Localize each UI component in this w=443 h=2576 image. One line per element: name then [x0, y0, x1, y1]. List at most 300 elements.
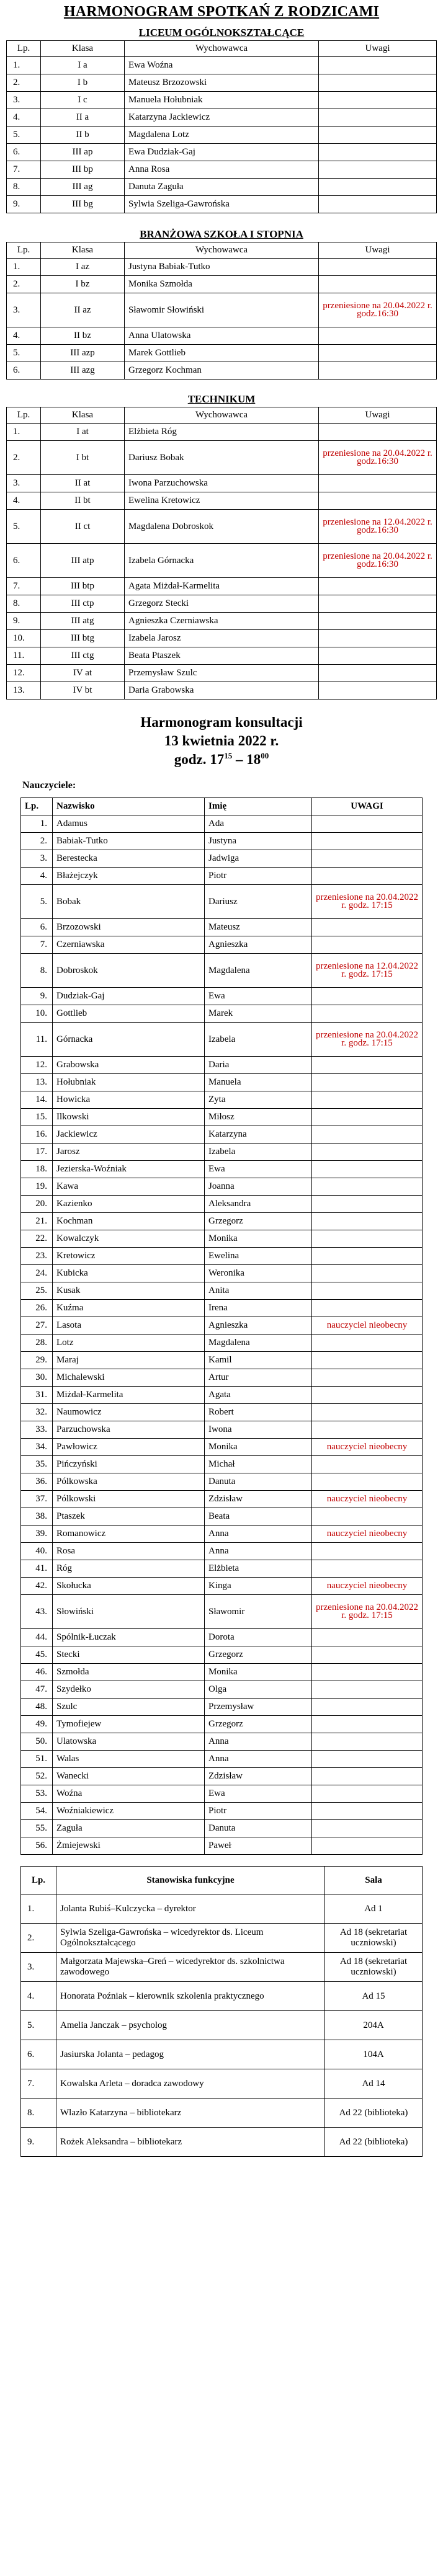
cell-klasa: IV bt — [41, 682, 125, 700]
cell-nazwisko: Słowiński — [53, 1595, 205, 1629]
cell-nazwisko: Jarosz — [53, 1144, 205, 1161]
cell-imie: Ada — [205, 815, 312, 833]
cell-uwagi — [319, 613, 437, 630]
header-wychowawca: Wychowawca — [125, 41, 319, 57]
table-row — [21, 2011, 423, 2040]
cell-nazwisko: Stecki — [53, 1646, 205, 1664]
cell-lp: 7. — [7, 161, 41, 179]
header-wychowawca: Wychowawca — [125, 242, 319, 259]
cell-nazwisko: Kazienko — [53, 1196, 205, 1213]
cell-uwagi — [312, 1733, 423, 1751]
cell-uwagi — [319, 259, 437, 276]
cell-uwagi — [312, 1074, 423, 1091]
cell-nazwisko: Kowalczyk — [53, 1230, 205, 1248]
cell-wychowawca: Manuela Hołubniak — [125, 92, 319, 109]
table-row — [21, 1820, 423, 1837]
table-row — [21, 1421, 423, 1439]
cell-wychowawca: Mateusz Brzozowski — [125, 74, 319, 92]
cell-lp: 4. — [7, 492, 41, 510]
cell-nazwisko: Kusak — [53, 1282, 205, 1300]
cell-lp: 8. — [7, 595, 41, 613]
table-row — [7, 293, 437, 327]
cell-uwagi — [319, 161, 437, 179]
cell-uwagi — [312, 1456, 423, 1473]
cell-imie: Michał — [205, 1456, 312, 1473]
cell-lp: 9. — [21, 988, 53, 1005]
table-row — [21, 1005, 423, 1023]
cell-nazwisko: Pawłowicz — [53, 1439, 205, 1456]
cell-imie: Dorota — [205, 1629, 312, 1646]
cell-nazwisko: Rosa — [53, 1543, 205, 1560]
cell-klasa: III bg — [41, 196, 125, 213]
cell-uwagi: przeniesione na 12.04.2022 r. godz.16:30 — [319, 510, 437, 544]
cell-lp: 32. — [21, 1404, 53, 1421]
cell-nazwisko: Gottlieb — [53, 1005, 205, 1023]
table-row — [21, 1144, 423, 1161]
table-row — [7, 127, 437, 144]
table-row — [21, 1057, 423, 1074]
cell-sala: Ad 1 — [325, 1894, 423, 1924]
cell-lp: 5. — [21, 885, 53, 919]
cell-sala: Ad 14 — [325, 2069, 423, 2099]
cell-uwagi — [312, 1178, 423, 1196]
cell-uwagi — [312, 868, 423, 885]
cell-klasa: I at — [41, 424, 125, 441]
cell-lp: 8. — [21, 954, 53, 988]
cell-lp: 4. — [7, 327, 41, 345]
cell-imie: Danuta — [205, 1473, 312, 1491]
liceum-table — [6, 40, 437, 213]
cell-lp: 3. — [7, 475, 41, 492]
table-row — [21, 2069, 423, 2099]
table-row — [7, 362, 437, 380]
table-row — [21, 1473, 423, 1491]
cell-klasa: III ag — [41, 179, 125, 196]
table-header-row — [7, 41, 437, 57]
cell-lp: 12. — [7, 665, 41, 682]
cell-wychowawca: Agata Miżdał-Karmelita — [125, 578, 319, 595]
cell-stanowisko: Amelia Janczak – psycholog — [56, 2011, 325, 2040]
cell-lp: 9. — [7, 196, 41, 213]
cell-wychowawca: Ewa Woźna — [125, 57, 319, 74]
cell-uwagi — [312, 988, 423, 1005]
table-row — [21, 1248, 423, 1265]
cell-lp: 6. — [21, 919, 53, 936]
cell-uwagi — [319, 109, 437, 127]
cell-nazwisko: Róg — [53, 1560, 205, 1578]
cell-nazwisko: Brzozowski — [53, 919, 205, 936]
cell-lp: 9. — [21, 2128, 56, 2157]
header-lp: Lp. — [7, 41, 41, 57]
liceum-table-body — [7, 57, 437, 213]
cell-nazwisko: Tymofiejew — [53, 1716, 205, 1733]
cell-imie: Piotr — [205, 1803, 312, 1820]
table-row — [7, 109, 437, 127]
table-row — [21, 850, 423, 868]
cell-wychowawca: Beata Ptaszek — [125, 647, 319, 665]
cell-imie: Grzegorz — [205, 1646, 312, 1664]
branzowa-table — [6, 242, 437, 380]
cell-wychowawca: Grzegorz Kochman — [125, 362, 319, 380]
table-row — [21, 936, 423, 954]
cell-nazwisko: Lasota — [53, 1317, 205, 1335]
cell-nazwisko: Howicka — [53, 1091, 205, 1109]
table-row — [21, 1456, 423, 1473]
table-row — [21, 1178, 423, 1196]
cell-uwagi — [312, 1681, 423, 1699]
cell-uwagi — [319, 424, 437, 441]
cell-sala: Ad 22 (biblioteka) — [325, 2128, 423, 2157]
cell-imie: Agata — [205, 1387, 312, 1404]
cell-lp: 2. — [7, 441, 41, 475]
cell-lp: 2. — [7, 276, 41, 293]
cell-imie: Sławomir — [205, 1595, 312, 1629]
cell-uwagi — [319, 475, 437, 492]
table-row — [7, 179, 437, 196]
table-row — [21, 1803, 423, 1820]
cell-nazwisko: Szydełko — [53, 1681, 205, 1699]
cell-uwagi — [319, 196, 437, 213]
cell-nazwisko: Berestecka — [53, 850, 205, 868]
table-row — [21, 954, 423, 988]
cell-wychowawca: Grzegorz Stecki — [125, 595, 319, 613]
cell-imie: Agnieszka — [205, 1317, 312, 1335]
cell-uwagi — [319, 276, 437, 293]
cell-klasa: IV at — [41, 665, 125, 682]
cell-wychowawca: Ewa Dudziak-Gaj — [125, 144, 319, 161]
cell-lp: 3. — [7, 293, 41, 327]
cell-uwagi — [319, 595, 437, 613]
cell-lp: 4. — [21, 1982, 56, 2011]
cell-uwagi — [312, 1387, 423, 1404]
cell-nazwisko: Pólkowski — [53, 1491, 205, 1508]
cell-wychowawca: Izabela Jarosz — [125, 630, 319, 647]
cell-lp: 37. — [21, 1491, 53, 1508]
header-lp: Lp. — [7, 407, 41, 424]
cell-imie: Izabela — [205, 1023, 312, 1057]
table-row — [21, 1733, 423, 1751]
cell-uwagi — [319, 665, 437, 682]
cell-uwagi — [319, 92, 437, 109]
cell-wychowawca: Magdalena Dobroskok — [125, 510, 319, 544]
cell-uwagi: przeniesione na 20.04.2022 r. godz. 17:15 — [312, 885, 423, 919]
cell-lp: 5. — [7, 345, 41, 362]
cell-imie: Jadwiga — [205, 850, 312, 868]
cell-lp: 18. — [21, 1161, 53, 1178]
cell-uwagi — [312, 1265, 423, 1282]
cell-lp: 40. — [21, 1543, 53, 1560]
cell-imie: Beata — [205, 1508, 312, 1526]
cell-nazwisko: Kochman — [53, 1213, 205, 1230]
header-uwagi: UWAGI — [312, 798, 423, 815]
cell-imie: Grzegorz — [205, 1213, 312, 1230]
cell-lp: 13. — [21, 1074, 53, 1091]
cell-imie: Dariusz — [205, 885, 312, 919]
table-row — [7, 276, 437, 293]
header-imie: Imię — [205, 798, 312, 815]
cell-imie: Aleksandra — [205, 1196, 312, 1213]
cell-nazwisko: Dobroskok — [53, 954, 205, 988]
cell-wychowawca: Dariusz Bobak — [125, 441, 319, 475]
table-row — [7, 647, 437, 665]
cell-imie: Irena — [205, 1300, 312, 1317]
cell-uwagi — [312, 1300, 423, 1317]
cell-lp: 47. — [21, 1681, 53, 1699]
cell-imie: Artur — [205, 1369, 312, 1387]
table-row — [21, 1646, 423, 1664]
cell-nazwisko: Walas — [53, 1751, 205, 1768]
cell-imie: Joanna — [205, 1178, 312, 1196]
cell-klasa: III ap — [41, 144, 125, 161]
header-nazwisko: Nazwisko — [53, 798, 205, 815]
cell-nazwisko: Wanecki — [53, 1768, 205, 1785]
cell-stanowisko: Honorata Poźniak – kierownik szkolenia praktycznego — [56, 1982, 325, 2011]
cell-imie: Katarzyna — [205, 1126, 312, 1144]
cell-wychowawca: Katarzyna Jackiewicz — [125, 109, 319, 127]
cell-uwagi — [319, 327, 437, 345]
cell-imie: Monika — [205, 1664, 312, 1681]
cell-imie: Olga — [205, 1681, 312, 1699]
cell-wychowawca: Elżbieta Róg — [125, 424, 319, 441]
cell-nazwisko: Błażejczyk — [53, 868, 205, 885]
cell-nazwisko: Szmołda — [53, 1664, 205, 1681]
cell-sala: 204A — [325, 2011, 423, 2040]
cell-uwagi — [319, 144, 437, 161]
table-row — [21, 885, 423, 919]
cell-uwagi: przeniesione na 20.04.2022 r. godz. 17:15 — [312, 1595, 423, 1629]
cell-lp: 33. — [21, 1421, 53, 1439]
header-uwagi: Uwagi — [319, 407, 437, 424]
cell-imie: Anita — [205, 1282, 312, 1300]
header-lp: Lp. — [21, 1867, 56, 1894]
cell-uwagi — [312, 1421, 423, 1439]
cell-nazwisko: Dudziak-Gaj — [53, 988, 205, 1005]
cell-klasa: I az — [41, 259, 125, 276]
cell-imie: Magdalena — [205, 954, 312, 988]
table-header-row — [7, 242, 437, 259]
cell-sala: Ad 18 (sekretariat uczniowski) — [325, 1924, 423, 1953]
teachers-table — [20, 797, 423, 1855]
cell-uwagi: nauczyciel nieobecny — [312, 1491, 423, 1508]
cell-uwagi: przeniesione na 20.04.2022 r. godz.16:30 — [319, 441, 437, 475]
cell-lp: 48. — [21, 1699, 53, 1716]
table-row — [7, 475, 437, 492]
table-row — [21, 1091, 423, 1109]
table-row — [21, 1023, 423, 1057]
cell-lp: 24. — [21, 1265, 53, 1282]
table-row — [7, 345, 437, 362]
table-row — [21, 1404, 423, 1421]
cell-nazwisko: Górnacka — [53, 1023, 205, 1057]
cell-imie: Daria — [205, 1057, 312, 1074]
header-stanowiska: Stanowiska funkcyjne — [56, 1867, 325, 1894]
table-row — [21, 1664, 423, 1681]
cell-wychowawca: Marek Gottlieb — [125, 345, 319, 362]
cell-uwagi — [319, 492, 437, 510]
table-row — [21, 919, 423, 936]
cell-lp: 25. — [21, 1282, 53, 1300]
cell-nazwisko: Michalewski — [53, 1369, 205, 1387]
table-header-row — [21, 798, 423, 815]
cell-klasa: I bt — [41, 441, 125, 475]
table-row — [21, 1751, 423, 1768]
cell-lp: 8. — [7, 179, 41, 196]
cell-lp: 30. — [21, 1369, 53, 1387]
cell-lp: 43. — [21, 1595, 53, 1629]
cell-uwagi — [312, 1560, 423, 1578]
cell-lp: 11. — [7, 647, 41, 665]
technikum-table-body — [7, 424, 437, 700]
table-row — [21, 833, 423, 850]
cell-klasa: III azg — [41, 362, 125, 380]
cell-lp: 12. — [21, 1057, 53, 1074]
table-row — [21, 1213, 423, 1230]
cell-imie: Manuela — [205, 1074, 312, 1091]
cell-uwagi — [319, 179, 437, 196]
table-row — [21, 1335, 423, 1352]
cell-lp: 6. — [21, 2040, 56, 2069]
cell-uwagi: przeniesione na 20.04.2022 r. godz.16:30 — [319, 293, 437, 327]
cell-wychowawca: Danuta Zaguła — [125, 179, 319, 196]
cell-sala: Ad 22 (biblioteka) — [325, 2099, 423, 2128]
cell-wychowawca: Agnieszka Czerniawska — [125, 613, 319, 630]
cell-stanowisko: Jolanta Rubiś–Kulczycka – dyrektor — [56, 1894, 325, 1924]
table-row — [21, 1681, 423, 1699]
cell-klasa: III atp — [41, 544, 125, 578]
cell-imie: Piotr — [205, 868, 312, 885]
cell-lp: 22. — [21, 1230, 53, 1248]
table-row — [7, 196, 437, 213]
header-klasa: Klasa — [41, 407, 125, 424]
cell-uwagi — [312, 1699, 423, 1716]
cell-nazwisko: Romanowicz — [53, 1526, 205, 1543]
cell-nazwisko: Woźniakiewicz — [53, 1803, 205, 1820]
cell-klasa: III atg — [41, 613, 125, 630]
cell-nazwisko: Spólnik-Łuczak — [53, 1629, 205, 1646]
table-row — [21, 1953, 423, 1982]
cell-klasa: II bt — [41, 492, 125, 510]
cell-klasa: I c — [41, 92, 125, 109]
cell-uwagi — [312, 1664, 423, 1681]
table-row — [21, 815, 423, 833]
cell-wychowawca: Justyna Babiak-Tutko — [125, 259, 319, 276]
cell-lp: 3. — [21, 850, 53, 868]
cell-lp: 4. — [21, 868, 53, 885]
cell-imie: Mateusz — [205, 919, 312, 936]
cell-klasa: II at — [41, 475, 125, 492]
table-row — [7, 144, 437, 161]
cell-nazwisko: Skołucka — [53, 1578, 205, 1595]
teachers-table-body — [21, 815, 423, 1855]
cell-nazwisko: Babiak-Tutko — [53, 833, 205, 850]
header-wychowawca: Wychowawca — [125, 407, 319, 424]
consultation-date: 13 kwietnia 2022 r. — [164, 733, 279, 748]
cell-imie: Danuta — [205, 1820, 312, 1837]
cell-imie: Kinga — [205, 1578, 312, 1595]
cell-klasa: I a — [41, 57, 125, 74]
cell-uwagi — [312, 1057, 423, 1074]
table-row — [7, 424, 437, 441]
cell-wychowawca: Anna Ulatowska — [125, 327, 319, 345]
cell-imie: Przemysław — [205, 1699, 312, 1716]
table-row — [21, 1837, 423, 1855]
cell-lp: 7. — [21, 2069, 56, 2099]
header-sala: Sala — [325, 1867, 423, 1894]
table-row — [21, 1508, 423, 1526]
branzowa-table-body — [7, 259, 437, 380]
table-row — [7, 578, 437, 595]
table-row — [7, 544, 437, 578]
table-header-row — [21, 1867, 423, 1894]
cell-lp: 15. — [21, 1109, 53, 1126]
header-klasa: Klasa — [41, 41, 125, 57]
cell-wychowawca: Iwona Parzuchowska — [125, 475, 319, 492]
cell-wychowawca: Przemysław Szulc — [125, 665, 319, 682]
table-row — [21, 1196, 423, 1213]
cell-nazwisko: Kretowicz — [53, 1248, 205, 1265]
cell-uwagi — [312, 1335, 423, 1352]
header-lp: Lp. — [7, 242, 41, 259]
cell-lp: 27. — [21, 1317, 53, 1335]
cell-imie: Anna — [205, 1543, 312, 1560]
cell-uwagi — [312, 1837, 423, 1855]
cell-lp: 7. — [7, 578, 41, 595]
cell-imie: Weronika — [205, 1265, 312, 1282]
cell-uwagi — [312, 1213, 423, 1230]
cell-lp: 38. — [21, 1508, 53, 1526]
cell-uwagi — [312, 1803, 423, 1820]
cell-uwagi — [312, 1369, 423, 1387]
table-row — [21, 1282, 423, 1300]
table-row — [21, 2040, 423, 2069]
header-lp: Lp. — [21, 798, 53, 815]
cell-uwagi — [312, 1109, 423, 1126]
cell-stanowisko: Rożek Aleksandra – bibliotekarz — [56, 2128, 325, 2157]
cell-klasa: III btg — [41, 630, 125, 647]
cell-uwagi — [312, 815, 423, 833]
cell-lp: 13. — [7, 682, 41, 700]
cell-nazwisko: Ulatowska — [53, 1733, 205, 1751]
table-row — [21, 1560, 423, 1578]
cell-imie: Izabela — [205, 1144, 312, 1161]
cell-lp: 5. — [7, 510, 41, 544]
cell-uwagi: przeniesione na 12.04.2022 r. godz. 17:15 — [312, 954, 423, 988]
positions-table-body — [21, 1894, 423, 2157]
cell-imie: Ewa — [205, 988, 312, 1005]
cell-imie: Monika — [205, 1439, 312, 1456]
cell-lp: 28. — [21, 1335, 53, 1352]
cell-uwagi — [319, 647, 437, 665]
table-row — [21, 1161, 423, 1178]
cell-imie: Zdzisław — [205, 1768, 312, 1785]
cell-wychowawca: Sławomir Słowiński — [125, 293, 319, 327]
cell-lp: 31. — [21, 1387, 53, 1404]
cell-klasa: III ctp — [41, 595, 125, 613]
cell-stanowisko: Jasiurska Jolanta – pedagog — [56, 2040, 325, 2069]
cell-lp: 3. — [7, 92, 41, 109]
cell-stanowisko: Małgorzata Majewska–Greń – wicedyrektor ds. szkolnictwa zawodowego — [56, 1953, 325, 1982]
cell-uwagi: przeniesione na 20.04.2022 r. godz.16:30 — [319, 544, 437, 578]
cell-lp: 20. — [21, 1196, 53, 1213]
table-row — [7, 492, 437, 510]
cell-nazwisko: Jackiewicz — [53, 1126, 205, 1144]
table-row — [21, 1317, 423, 1335]
cell-lp: 14. — [21, 1091, 53, 1109]
cell-lp: 19. — [21, 1178, 53, 1196]
table-row — [21, 1439, 423, 1456]
cell-klasa: I bz — [41, 276, 125, 293]
table-row — [21, 1924, 423, 1953]
